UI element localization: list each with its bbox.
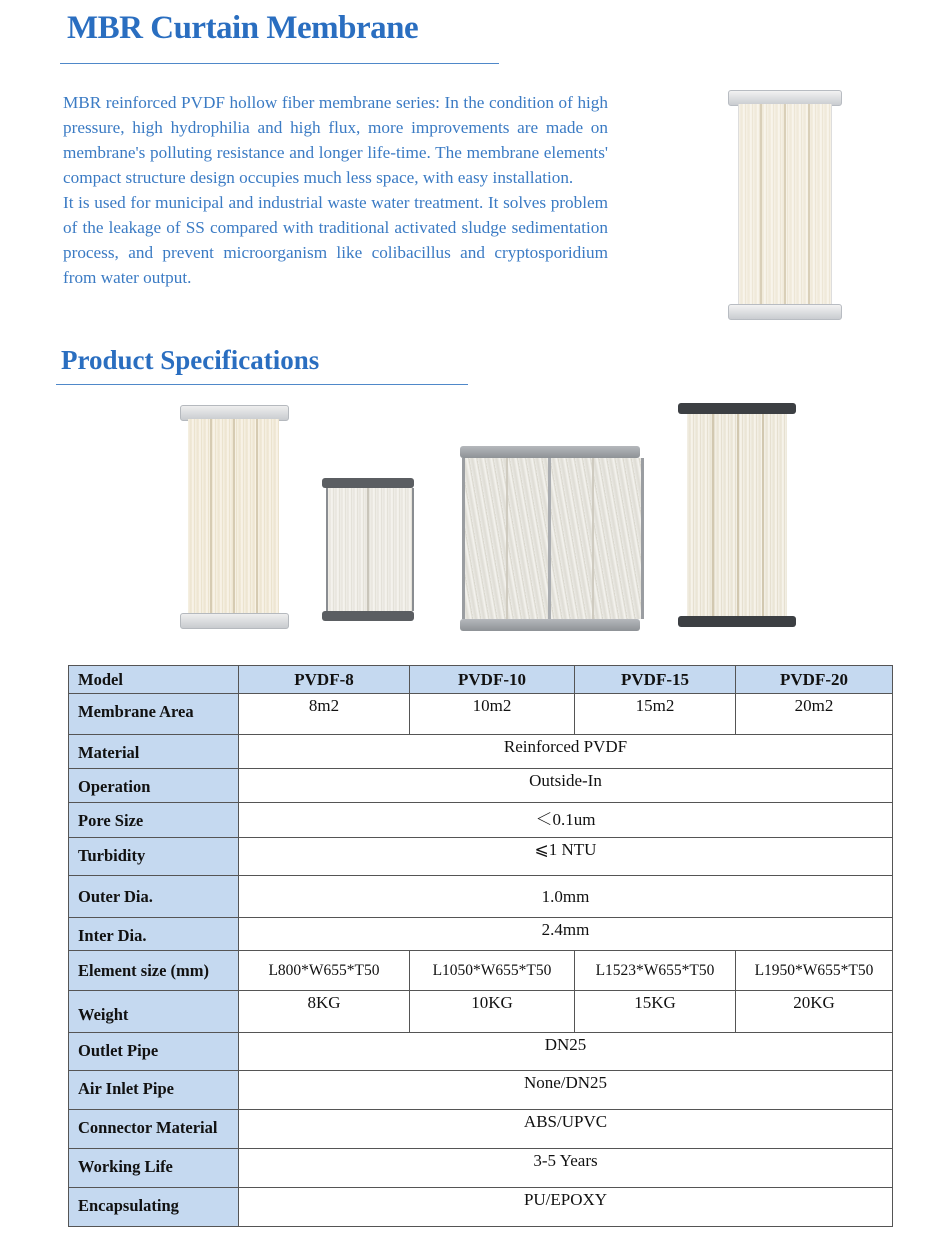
- table-cell: L800*W655*T50: [239, 951, 410, 991]
- table-cell: 20KG: [736, 991, 893, 1033]
- table-row: [69, 1033, 893, 1071]
- table-row: [69, 1071, 893, 1110]
- table-row: [69, 1188, 893, 1227]
- product-image-pvdf-8: [180, 405, 287, 627]
- table-cell: None/DN25: [239, 1071, 893, 1110]
- table-cell: L1950*W655*T50: [736, 951, 893, 991]
- row-label: Model: [69, 666, 239, 694]
- table-cell: 8KG: [239, 991, 410, 1033]
- model-header: PVDF-15: [575, 666, 736, 694]
- model-header: PVDF-10: [410, 666, 575, 694]
- table-cell: L1050*W655*T50: [410, 951, 575, 991]
- table-cell: 2.4mm: [239, 918, 893, 951]
- table-cell: DN25: [239, 1033, 893, 1071]
- row-label: Weight: [69, 991, 239, 1033]
- table-cell: 10m2: [410, 694, 575, 735]
- table-row: [69, 991, 893, 1033]
- table-cell: ＜0.1um: [239, 803, 893, 838]
- spec-table: [68, 665, 893, 1227]
- table-row: [69, 803, 893, 838]
- table-cell: L1523*W655*T50: [575, 951, 736, 991]
- table-cell: 1.0mm: [239, 876, 893, 918]
- table-cell: ⩽1 NTU: [239, 838, 893, 876]
- product-image-pvdf-15: [460, 446, 640, 631]
- table-cell: 10KG: [410, 991, 575, 1033]
- row-label: Encapsulating: [69, 1188, 239, 1227]
- table-cell: Reinforced PVDF: [239, 735, 893, 769]
- table-cell: 8m2: [239, 694, 410, 735]
- table-cell: Outside-In: [239, 769, 893, 803]
- table-cell: 15KG: [575, 991, 736, 1033]
- table-row: [69, 918, 893, 951]
- row-label: Pore Size: [69, 803, 239, 838]
- table-row: [69, 1110, 893, 1149]
- intro-text: [63, 90, 608, 290]
- table-cell: 15m2: [575, 694, 736, 735]
- row-label: Connector Material: [69, 1110, 239, 1149]
- row-label: Outer Dia.: [69, 876, 239, 918]
- row-label: Working Life: [69, 1149, 239, 1188]
- table-header-row: [69, 666, 893, 694]
- table-cell: PU/EPOXY: [239, 1188, 893, 1227]
- membrane-module-image: [728, 90, 840, 320]
- model-header: PVDF-8: [239, 666, 410, 694]
- table-row: [69, 1149, 893, 1188]
- table-row: [69, 838, 893, 876]
- table-cell: ABS/UPVC: [239, 1110, 893, 1149]
- table-row: [69, 951, 893, 991]
- row-label: Membrane Area: [69, 694, 239, 735]
- intro-paragraph-1: MBR reinforced PVDF hollow fiber membrane series: In the condition of high pressure, high hydrophilia and high flux, more improvements are made on membrane's polluting resistance and longer life-time. The membrane elements' compact structure design occupies much less space, with easy installation.: [63, 93, 608, 187]
- table-cell: 3-5 Years: [239, 1149, 893, 1188]
- product-image-pvdf-10: [322, 478, 414, 621]
- table-cell: 20m2: [736, 694, 893, 735]
- section-underline: [56, 384, 468, 385]
- table-row: [69, 694, 893, 735]
- row-label: Outlet Pipe: [69, 1033, 239, 1071]
- row-label: Material: [69, 735, 239, 769]
- row-label: Turbidity: [69, 838, 239, 876]
- title-underline: [60, 63, 499, 64]
- row-label: Inter Dia.: [69, 918, 239, 951]
- row-label: Operation: [69, 769, 239, 803]
- table-row: [69, 769, 893, 803]
- table-row: [69, 876, 893, 918]
- page-title: MBR Curtain Membrane: [67, 10, 419, 46]
- row-label: Air Inlet Pipe: [69, 1071, 239, 1110]
- model-header: PVDF-20: [736, 666, 893, 694]
- table-row: [69, 735, 893, 769]
- section-title: Product Specifications: [61, 345, 320, 375]
- row-label: Element size (mm): [69, 951, 239, 991]
- product-image-pvdf-20: [678, 403, 796, 627]
- intro-paragraph-2: It is used for municipal and industrial waste water treatment. It solves problem of the leakage of SS compared with traditional activated sludge sedimentation process, and prevent microorganism like colibacillus and cryptosporidium from water output.: [63, 193, 608, 287]
